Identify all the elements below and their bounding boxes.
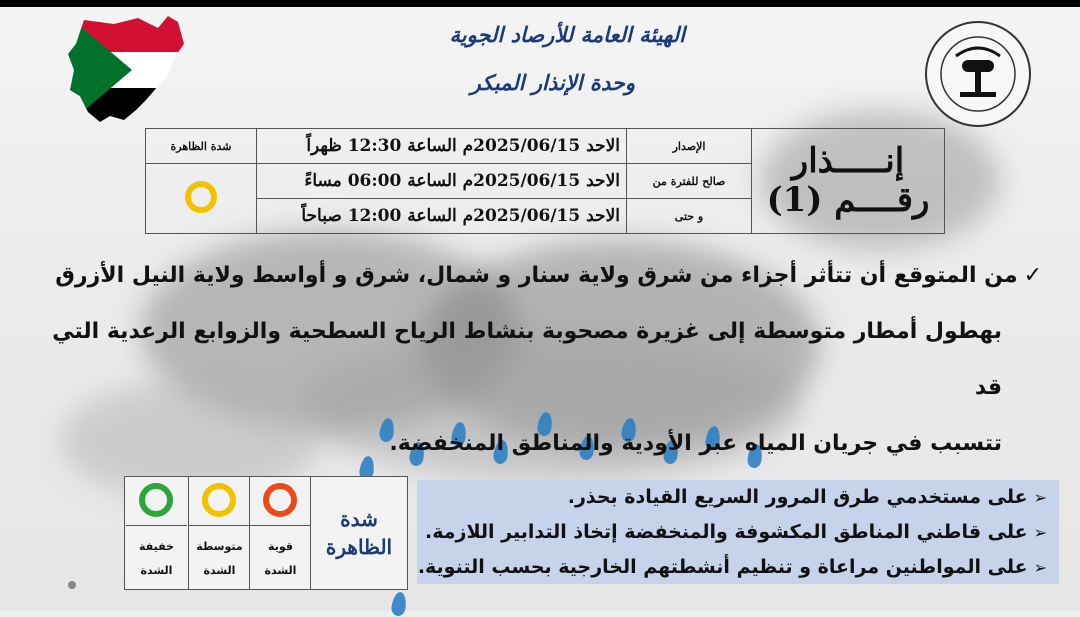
advisory-item: ➢على مستخدمي طرق المرور السريع القيادة بحذر. xyxy=(567,486,1047,508)
severity-level-strong: قوية الشدة xyxy=(249,477,311,589)
alert-title: إنـــــذار xyxy=(791,140,905,181)
slide-indicator-dot[interactable] xyxy=(68,581,76,589)
severity-yellow-circle-icon xyxy=(185,181,217,213)
alert-info-table xyxy=(145,128,945,234)
severity-green-circle-icon xyxy=(139,483,173,517)
valid-from-value: الاحد 2025/06/15م الساعة 06:00 مساءً xyxy=(257,164,627,199)
forecast-text xyxy=(30,248,1042,472)
advisory-item: ➢على قاطني المناطق المكشوفة والمنخفضة إتخاذ التدابير اللازمة. xyxy=(425,521,1047,543)
org-name: الهيئة العامة للأرصاد الجوية xyxy=(449,22,685,47)
arrow-bullet-icon: ➢ xyxy=(1033,558,1047,577)
valid-to-label: و حتى xyxy=(627,199,752,234)
valid-to-value: الاحد 2025/06/15م الساعة 12:00 صباحاً xyxy=(257,199,627,234)
unit-name: وحدة الإنذار المبكر xyxy=(470,70,635,95)
issue-value: الاحد 2025/06/15م الساعة 12:30 ظهراً xyxy=(257,129,627,164)
forecast-line-2: بهطول أمطار متوسطة إلى غزيرة مصحوبة بنشاط الرياح السطحية والزوابع الرعدية التي قد xyxy=(52,319,1002,400)
severity-legend xyxy=(124,476,408,590)
severity-level-medium: متوسطة الشدة xyxy=(188,477,250,589)
arrow-bullet-icon: ➢ xyxy=(1033,488,1047,507)
sudan-flag-map-icon xyxy=(66,14,186,126)
alert-number: رقــــم (1) xyxy=(766,180,930,220)
valid-from-label: صالح للفترة من xyxy=(627,164,752,199)
alert-title-cell xyxy=(752,129,945,234)
advisory-item: ➢على المواطنين مراعاة و تنظيم أنشطتهم الخارجية بحسب التنوية. xyxy=(417,556,1047,578)
severity-indicator-cell xyxy=(146,164,257,234)
issue-label: الإصدار xyxy=(627,129,752,164)
check-icon: ✓ xyxy=(1023,263,1042,288)
advisories-box xyxy=(417,480,1059,584)
severity-yellow-circle-icon xyxy=(202,483,236,517)
forecast-line-3: تتسبب في جريان المياه عبر الأودية والمناطق المنخفضة. xyxy=(389,431,1002,456)
severity-legend-title: شدة الظاهرة xyxy=(310,477,407,589)
severity-header: شدة الظاهرة xyxy=(146,129,257,164)
arrow-bullet-icon: ➢ xyxy=(1033,523,1047,542)
top-bar xyxy=(0,0,1080,7)
forecast-line-1: ✓من المتوقع أن تتأثر أجزاء من شرق ولاية سنار و شمال، شرق و أواسط ولاية النيل الأزرق xyxy=(55,263,1042,288)
severity-red-circle-icon xyxy=(263,483,297,517)
meteorological-authority-logo xyxy=(920,20,1038,128)
severity-level-light: خفيفة الشدة xyxy=(126,477,187,589)
